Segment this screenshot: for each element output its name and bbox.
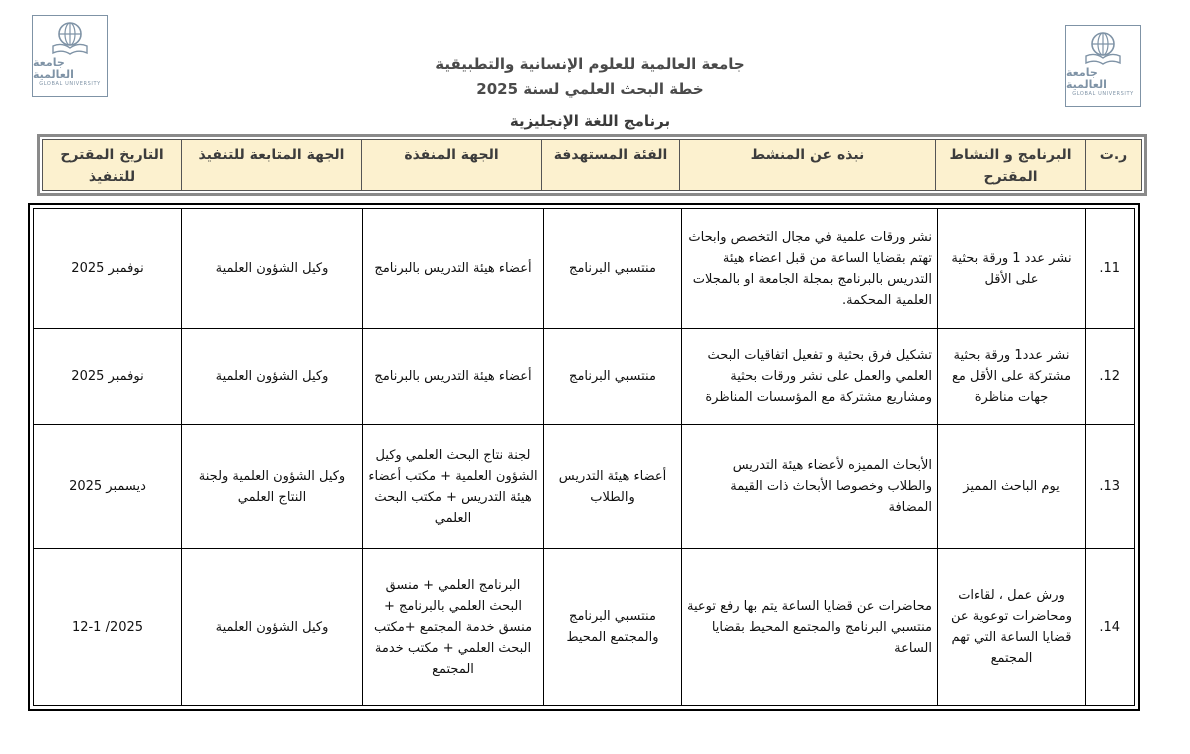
- program-cell: نشر عدد 1 ورقة بحثية على الأقل: [938, 209, 1086, 329]
- column-header-date: التاريخ المقترح للتنفيذ: [43, 140, 182, 191]
- program-cell: يوم الباحث المميز: [938, 425, 1086, 549]
- description-cell: محاضرات عن قضايا الساعة يتم بها رفع توعية منتسبي البرنامج والمجتمع المحيط بقضايا الساعة: [682, 549, 938, 706]
- globe-book-icon: [50, 20, 90, 56]
- plan-table: [33, 208, 1135, 706]
- executor-cell: أعضاء هيئة التدريس بالبرنامج: [363, 209, 544, 329]
- follower-cell: وكيل الشؤون العلمية: [182, 549, 363, 706]
- plan-title: خطة البحث العلمي لسنة 2025: [476, 80, 704, 98]
- column-header-target: الفئة المستهدفة: [542, 140, 680, 191]
- target-cell: منتسبي البرنامج: [544, 209, 682, 329]
- row-number: 11.: [1086, 209, 1135, 329]
- date-cell: نوفمبر 2025: [34, 329, 182, 425]
- executor-cell: أعضاء هيئة التدريس بالبرنامج: [363, 329, 544, 425]
- row-number: 13.: [1086, 425, 1135, 549]
- column-header-description: نبذه عن المنشط: [680, 140, 936, 191]
- program-title: برنامج اللغة الإنجليزية: [509, 112, 671, 130]
- target-cell: منتسبي البرنامج: [544, 329, 682, 425]
- target-cell: منتسبي البرنامج والمجتمع المحيط: [544, 549, 682, 706]
- date-cell: 2025/ 12-1: [34, 549, 182, 706]
- follower-cell: وكيل الشؤون العلمية: [182, 209, 363, 329]
- university-title: جامعة العالمية للعلوم الإنسانية والتطبيقية: [435, 55, 745, 73]
- follower-cell: وكيل الشؤون العلمية: [182, 329, 363, 425]
- column-header-executor: الجهة المنفذة: [362, 140, 542, 191]
- logo-arabic-text: جامعة العالمية: [1066, 66, 1107, 91]
- table-row: [34, 549, 1135, 706]
- executor-cell: البرنامج العلمي + منسق البحث العلمي بالبرنامج + منسق خدمة المجتمع +مكتب البحث العلمي + مكتب خدمة المجتمع: [363, 549, 544, 706]
- table-row: [34, 209, 1135, 329]
- logo-arabic-text: جامعة العالمية: [33, 56, 74, 81]
- follower-cell: وكيل الشؤون العلمية ولجنة النتاج العلمي: [182, 425, 363, 549]
- row-number: 14.: [1086, 549, 1135, 706]
- table-header: [37, 134, 1147, 196]
- header-table: [42, 139, 1142, 191]
- description-cell: نشر ورقات علمية في مجال التخصص وابحاث تهتم بقضايا الساعة من قبل اعضاء هيئة التدريس بالبرنامج بمجلة الجامعة او بالمجلات العلمية المحكمة.: [682, 209, 938, 329]
- table-body: [28, 203, 1140, 711]
- column-header-program: البرنامج و النشاط المقترح: [936, 140, 1086, 191]
- table-row: [34, 329, 1135, 425]
- globe-book-icon: [1083, 30, 1123, 66]
- logo-english-text: GLOBAL UNIVERSITY: [1072, 91, 1134, 97]
- program-cell: ورش عمل ، لقاءات ومحاضرات توعوية عن قضايا الساعة التي تهم المجتمع: [938, 549, 1086, 706]
- column-header-num: ر.ت: [1086, 140, 1142, 191]
- target-cell: أعضاء هيئة التدريس والطلاب: [544, 425, 682, 549]
- program-cell: نشر عدد1 ورقة بحثية مشتركة على الأقل مع جهات مناظرة: [938, 329, 1086, 425]
- logo-english-text: GLOBAL UNIVERSITY: [39, 81, 101, 87]
- date-cell: نوفمبر 2025: [34, 209, 182, 329]
- column-header-follower: الجهة المتابعة للتنفيذ: [182, 140, 362, 191]
- table-row: [34, 425, 1135, 549]
- executor-cell: لجنة نتاج البحث العلمي وكيل الشؤون العلمية + مكتب أعضاء هيئة التدريس + مكتب البحث العلمي: [363, 425, 544, 549]
- date-cell: ديسمبر 2025: [34, 425, 182, 549]
- description-cell: الأبحاث المميزه لأعضاء هيئة التدريس والطلاب وخصوصا الأبحاث ذات القيمة المضافة: [682, 425, 938, 549]
- description-cell: تشكيل فرق بحثية و تفعيل اتفاقيات البحث العلمي والعمل على نشر ورقات بحثية ومشاريع مشتركة مع المؤسسات المناظرة: [682, 329, 938, 425]
- row-number: 12.: [1086, 329, 1135, 425]
- university-logo-right: [1065, 25, 1141, 107]
- university-logo-left: [32, 15, 108, 97]
